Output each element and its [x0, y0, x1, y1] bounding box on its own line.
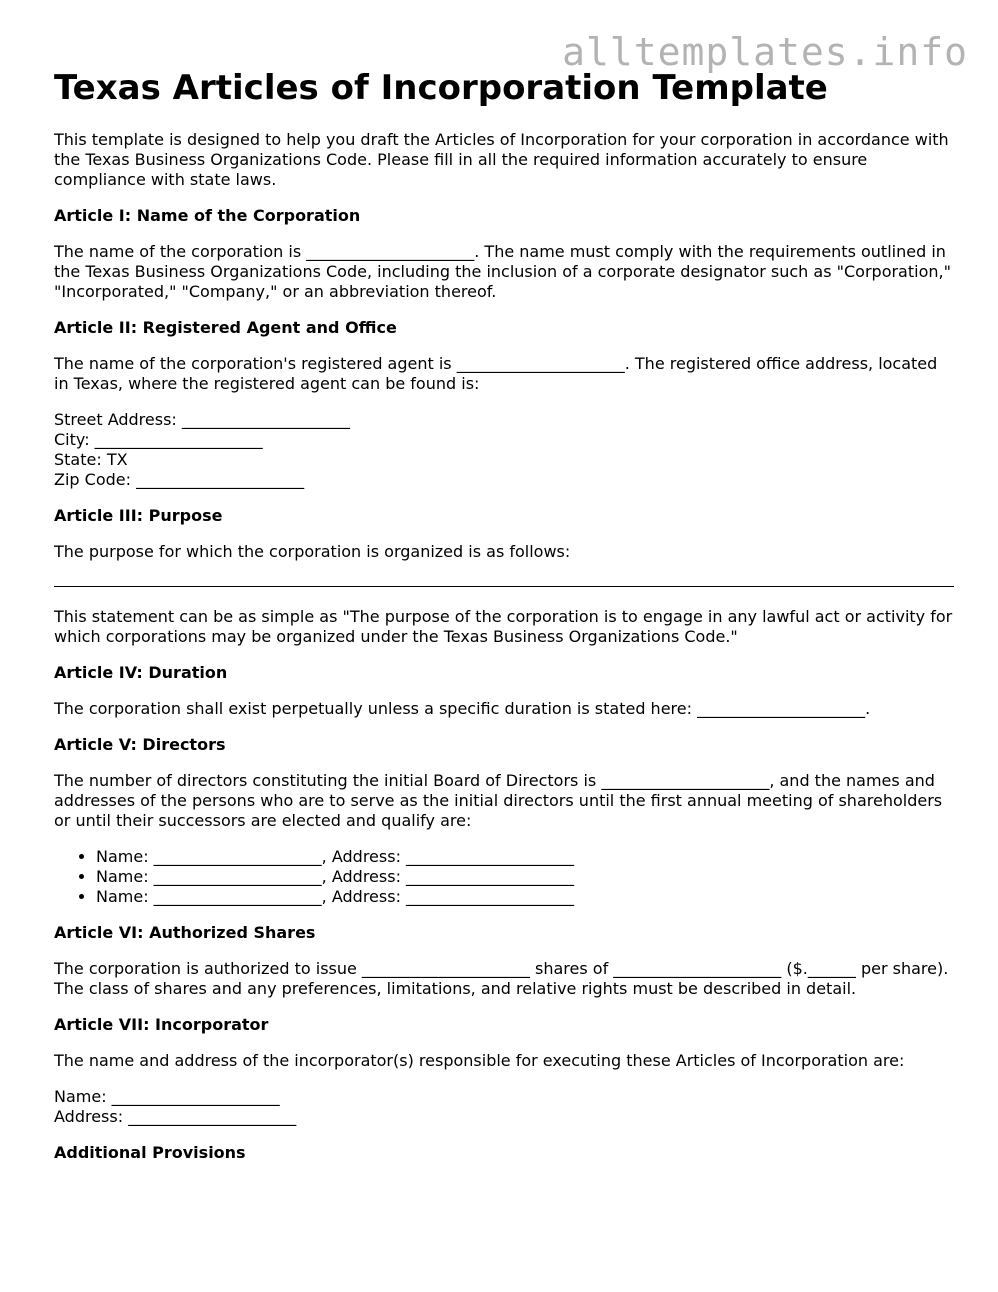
incorporator-address-field: Address: _____________________ — [54, 1107, 297, 1126]
incorporator-details — [54, 1087, 954, 1127]
list-item: • Name: _____________________, Address: _____________________ — [96, 847, 954, 867]
article-5-heading: Article V: Directors — [54, 735, 226, 754]
incorporator-name-field: Name: _____________________ — [54, 1087, 280, 1106]
list-item: • Name: _____________________, Address: _____________________ — [96, 887, 954, 907]
article-5-text: The number of directors constituting the initial Board of Directors is _____________________, and the names and addresses of the persons who are to serve as the initial directors until the first annual meeting of shareholders or until their successors are elected and qualify are: — [54, 771, 943, 830]
article-2-text: The name of the corporation's registered agent is _____________________. The registered office address, located in Texas, where the registered agent can be found is: — [54, 354, 938, 393]
registered-office-address — [54, 410, 954, 490]
zip-code-field: Zip Code: _____________________ — [54, 470, 305, 489]
additional-provisions-heading: Additional Provisions — [54, 1143, 246, 1162]
article-3-text: The purpose for which the corporation is organized is as follows: — [54, 542, 571, 561]
watermark: alltemplates.info — [562, 30, 968, 74]
article-7-heading: Article VII: Incorporator — [54, 1015, 269, 1034]
street-address-field: Street Address: _____________________ — [54, 410, 350, 429]
article-4-heading: Article IV: Duration — [54, 663, 228, 682]
article-1-text: The name of the corporation is _____________________. The name must comply with the requirements outlined in the Texas Business Organizations Code, including the inclusion of a corporate designator such as "Corporation," "Incorporated," "Company," or an abbreviation thereof. — [54, 242, 951, 301]
city-field: City: _____________________ — [54, 430, 263, 449]
article-6-heading: Article VI: Authorized Shares — [54, 923, 316, 942]
list-item: • Name: _____________________, Address: _____________________ — [96, 867, 954, 887]
article-2-heading: Article II: Registered Agent and Office — [54, 318, 397, 337]
state-field: State: TX — [54, 450, 128, 469]
article-6-text: The corporation is authorized to issue _____________________ shares of _____________________ ($.______ per share). The class of shares and any preferences, limitations, and relative rights must be described in detail. — [54, 959, 949, 998]
directors-list — [54, 847, 954, 907]
purpose-blank-line — [54, 562, 954, 587]
page-title: Texas Articles of Incorporation Template — [54, 68, 828, 108]
article-1-heading: Article I: Name of the Corporation — [54, 206, 361, 225]
document-body — [54, 68, 954, 1179]
intro-paragraph: This template is designed to help you draft the Articles of Incorporation for your corporation in accordance with the Texas Business Organizations Code. Please fill in all the required information accurately to ensure compliance with state laws. — [54, 130, 949, 189]
article-3-note: This statement can be as simple as "The purpose of the corporation is to engage in any lawful act or activity for which corporations may be organized under the Texas Business Organizations Code." — [54, 607, 953, 646]
article-3-heading: Article III: Purpose — [54, 506, 223, 525]
article-4-text: The corporation shall exist perpetually unless a specific duration is stated here: _____________________. — [54, 699, 871, 718]
article-7-text: The name and address of the incorporator(s) responsible for executing these Articles of Incorporation are: — [54, 1051, 905, 1070]
